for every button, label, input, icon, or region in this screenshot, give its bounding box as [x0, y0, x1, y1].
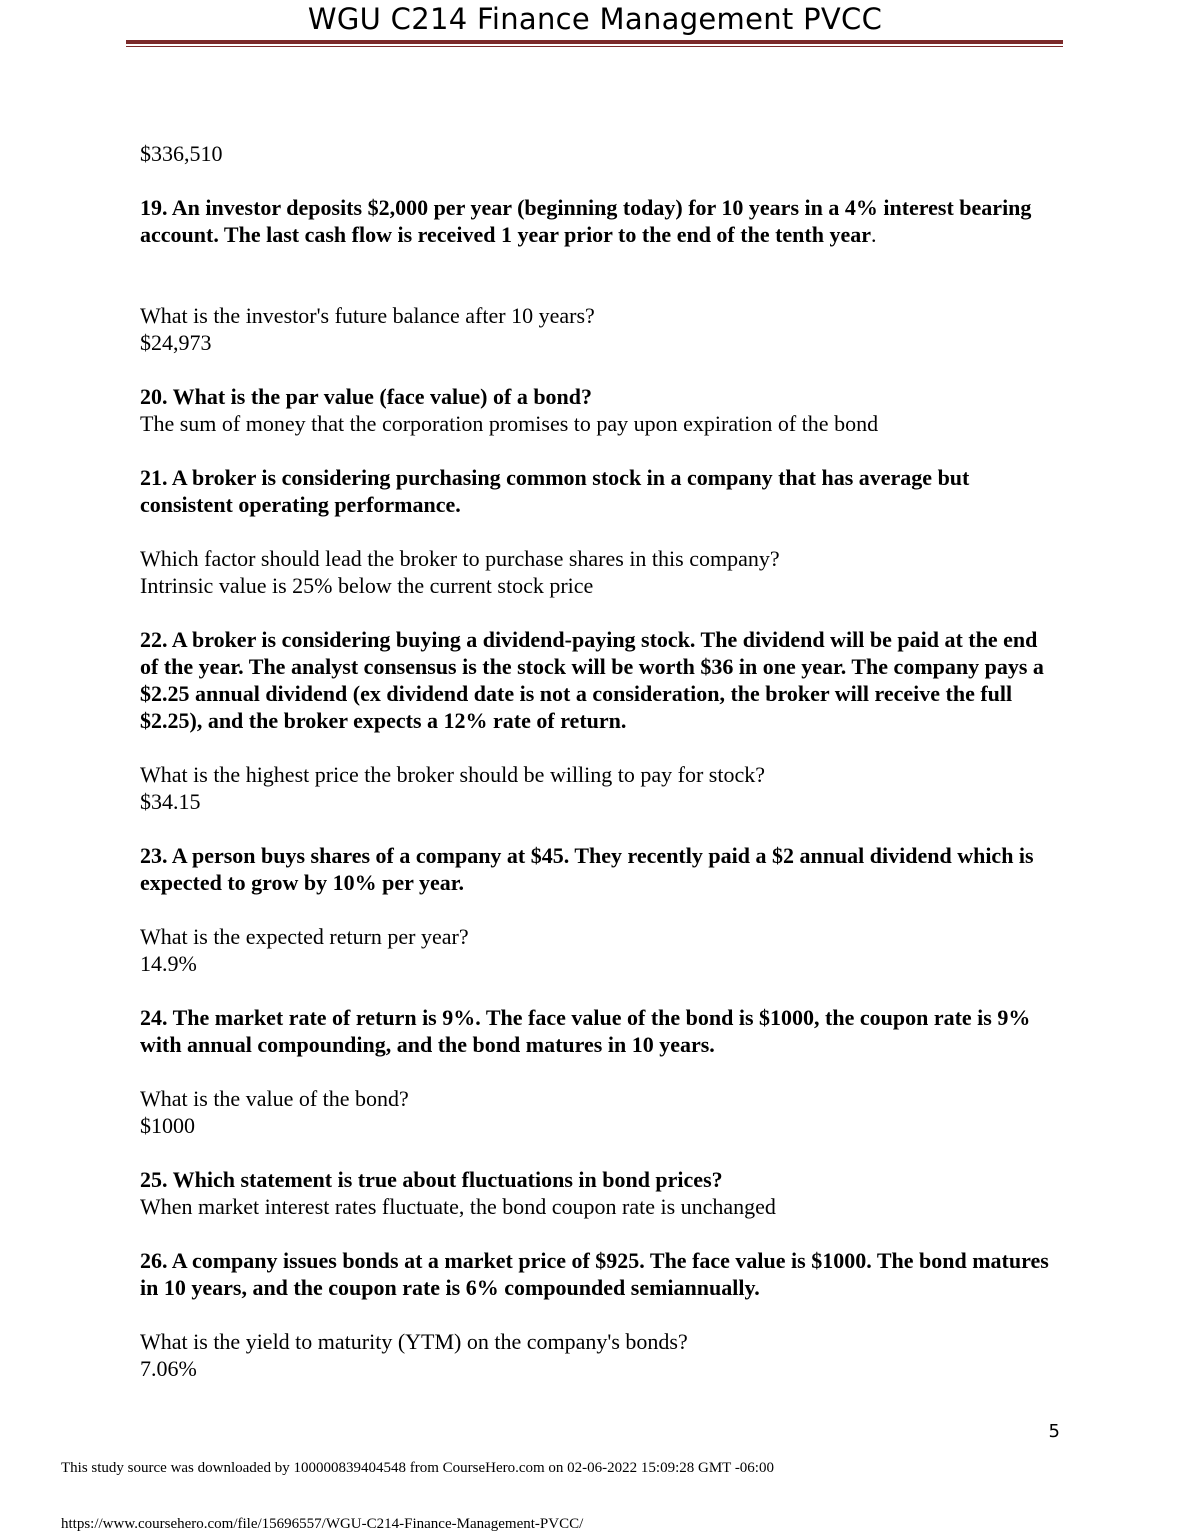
question-text: 24. The market rate of return is 9%. The face value of the bond is $1000, the coupon rate is 9% with annual compounding, and the bond matures in 10 years.: [140, 1005, 1031, 1057]
question-25: [140, 1166, 1055, 1220]
question-22: [140, 626, 1055, 815]
question-suffix: .: [871, 222, 877, 247]
question-text: [140, 194, 1055, 248]
header-rule-thin: [126, 46, 1063, 47]
question-20: [140, 383, 1055, 437]
question-prompt: What is the investor's future balance after 10 years?: [140, 303, 595, 328]
question-text: 25. Which statement is true about fluctuations in bond prices?: [140, 1167, 723, 1192]
footer-url[interactable]: https://www.coursehero.com/file/15696557/WGU-C214-Finance-Management-PVCC/: [61, 1516, 584, 1532]
question-answer: 14.9%: [140, 951, 197, 976]
question-text: 21. A broker is considering purchasing common stock in a company that has average but consistent operating performance.: [140, 465, 970, 517]
question-answer: Intrinsic value is 25% below the current stock price: [140, 573, 594, 598]
question-21: [140, 464, 1055, 599]
question-answer: The sum of money that the corporation promises to pay upon expiration of the bond: [140, 411, 879, 436]
question-text: 23. A person buys shares of a company at $45. They recently paid a $2 annual dividend which is expected to grow by 10% per year.: [140, 843, 1034, 895]
question-answer: $34.15: [140, 789, 201, 814]
document-body: [140, 140, 1055, 1409]
question-text: 26. A company issues bonds at a market price of $925. The face value is $1000. The bond matures in 10 years, and the coupon rate is 6% compounded semiannually.: [140, 1248, 1049, 1300]
question-text: 20. What is the par value (face value) of a bond?: [140, 384, 593, 409]
question-23: [140, 842, 1055, 977]
question-prompt: What is the expected return per year?: [140, 924, 469, 949]
question-prompt: Which factor should lead the broker to purchase shares in this company?: [140, 546, 780, 571]
header-rule: [126, 40, 1063, 44]
question-19: [140, 194, 1055, 356]
question-answer: 7.06%: [140, 1356, 197, 1381]
footer-source-note: This study source was downloaded by 100000839404548 from CourseHero.com on 02-06-2022 15:09:28 GMT -06:00: [61, 1460, 774, 1476]
page-number: 5: [1048, 1421, 1060, 1442]
question-prompt: What is the yield to maturity (YTM) on the company's bonds?: [140, 1329, 688, 1354]
header-title: WGU C214 Finance Management PVCC: [307, 2, 883, 36]
question-24: [140, 1004, 1055, 1139]
prior-answer: $336,510: [140, 141, 223, 166]
question-answer: $24,973: [140, 330, 212, 355]
question-text-bold: 19. An investor deposits $2,000 per year (beginning today) for 10 years in a 4% interest bearing account. The last cash flow is received 1 year prior to the end of the tenth year: [140, 195, 1032, 247]
question-prompt: What is the value of the bond?: [140, 1086, 409, 1111]
question-text: 22. A broker is considering buying a dividend-paying stock. The dividend will be paid at the end of the year. The analyst consensus is the stock will be worth $36 in one year. The company pays a $2.25 annual dividend (ex dividend date is not a consideration, the broker will receive the full $2.25), and the broker expects a 12% rate of return.: [140, 627, 1044, 733]
question-answer: $1000: [140, 1113, 195, 1138]
question-answer: When market interest rates fluctuate, the bond coupon rate is unchanged: [140, 1194, 776, 1219]
question-26: [140, 1247, 1055, 1382]
question-prompt: What is the highest price the broker should be willing to pay for stock?: [140, 762, 766, 787]
